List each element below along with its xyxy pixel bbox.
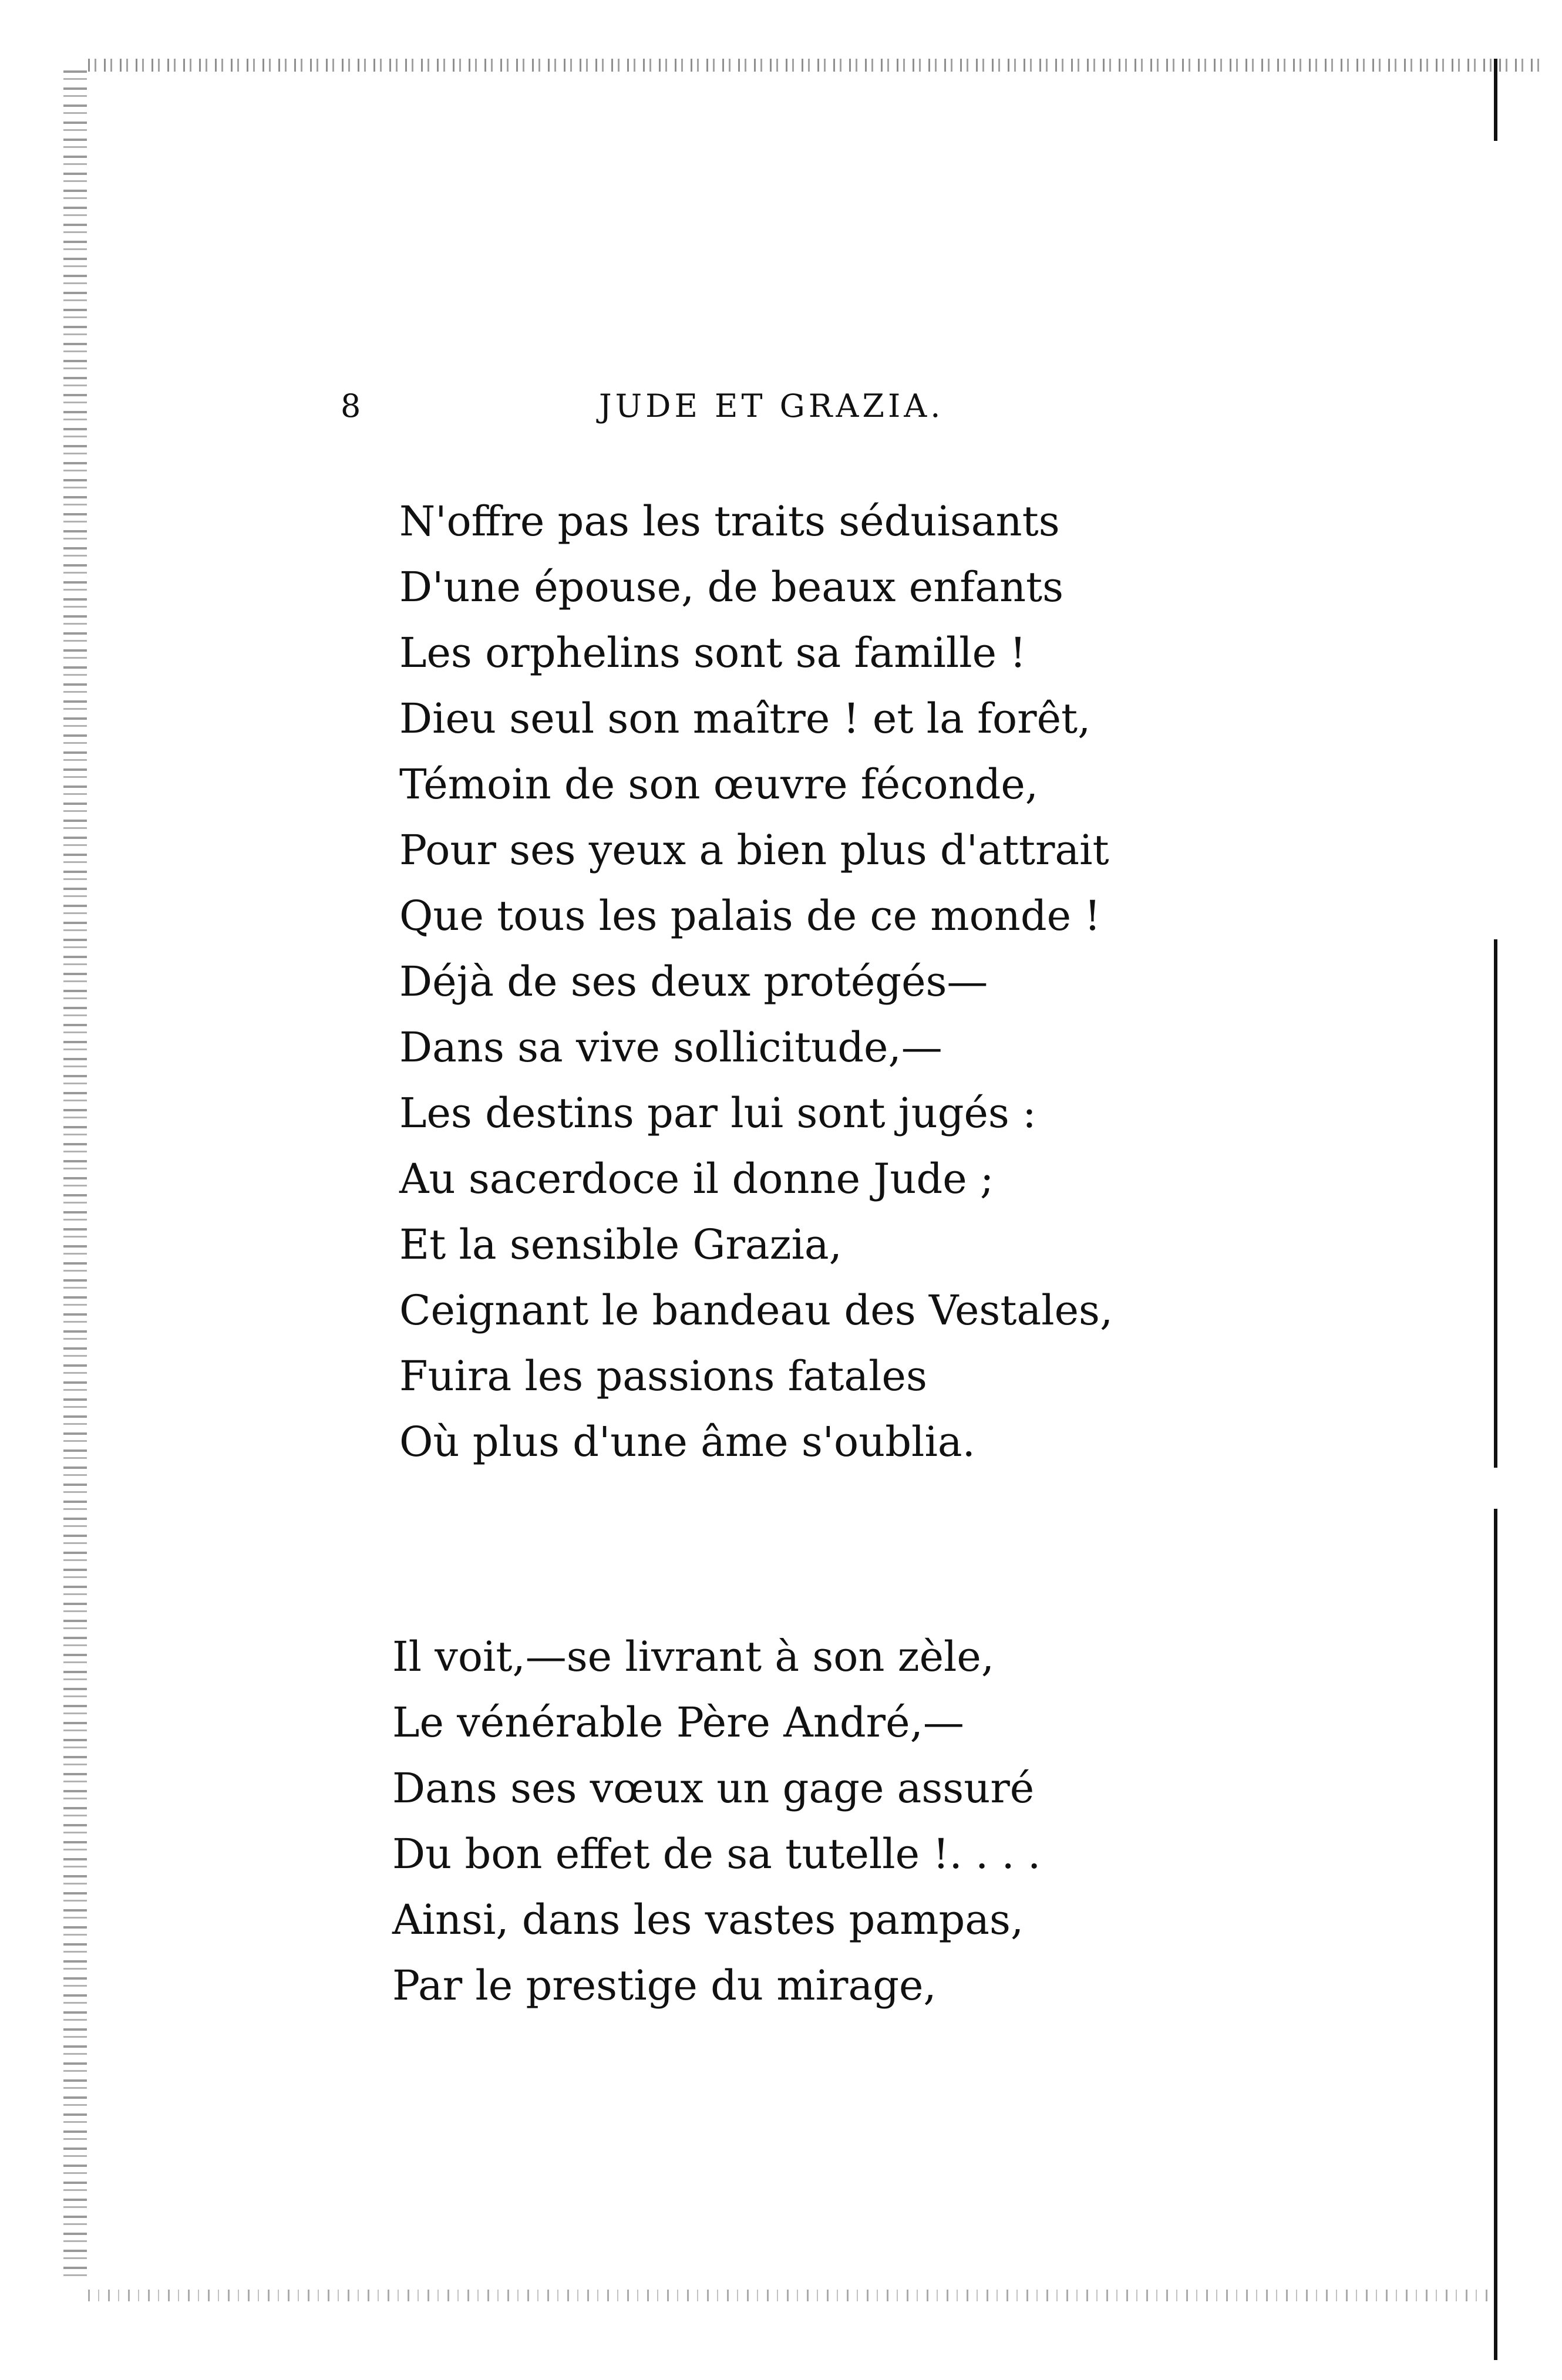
verse-line: Dans sa vive sollicitude,—	[399, 1023, 942, 1071]
running-head	[341, 387, 1045, 434]
verse-line: Les destins par lui sont jugés :	[399, 1089, 1036, 1137]
running-title: JUDE ET GRAZIA.	[599, 387, 944, 424]
verse-line: Pour ses yeux a bien plus d'attrait	[399, 826, 1109, 874]
verse-line: Et la sensible Grazia,	[399, 1221, 842, 1269]
stanza-2	[392, 1624, 1562, 2018]
verse-line: Ceignant le bandeau des Vestales,	[399, 1286, 1113, 1334]
verse-line: Du bon effet de sa tutelle !. . . .	[392, 1830, 1041, 1878]
verse-line: Au sacerdoce il donne Jude ;	[399, 1155, 994, 1203]
verse-line: Il voit,—se livrant à son zèle,	[392, 1633, 995, 1681]
verse-line: N'offre pas les traits séduisants	[399, 497, 1060, 545]
verse-line: Que tous les palais de ce monde !	[399, 892, 1101, 940]
verse-line: D'une épouse, de beaux enfants	[399, 563, 1064, 611]
scan-edge-bottom	[88, 2290, 1497, 2301]
verse-line: Dans ses vœux un gage assuré	[392, 1764, 1035, 1812]
verse-line: Dieu seul son maître ! et la forêt,	[399, 695, 1091, 743]
verse-line: Où plus d'une âme s'oublia.	[399, 1418, 975, 1466]
stanza-1	[399, 488, 1562, 1475]
scan-edge-top	[88, 59, 1544, 72]
page-number: 8	[341, 387, 365, 424]
verse-line: Les orphelins sont sa famille !	[399, 629, 1026, 677]
verse-line: Le vénérable Père André,—	[392, 1698, 964, 1747]
verse-line: Fuira les passions fatales	[399, 1352, 927, 1400]
verse-line: Témoin de son œuvre féconde,	[399, 760, 1039, 808]
verse-line: Par le prestige du mirage,	[392, 1961, 937, 2010]
verse-line: Déjà de ses deux protégés—	[399, 958, 988, 1006]
scan-edge-left	[63, 70, 87, 2278]
verse-line: Ainsi, dans les vastes pampas,	[392, 1896, 1024, 1944]
